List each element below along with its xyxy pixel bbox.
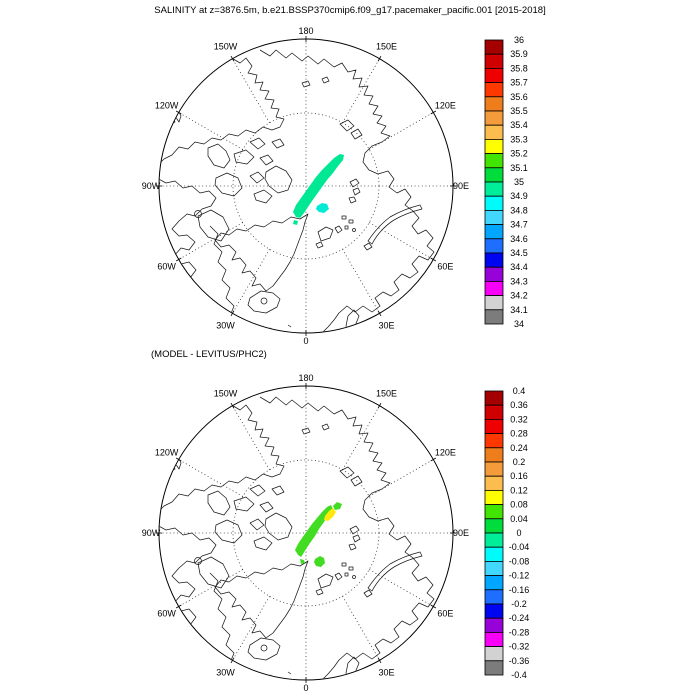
colorbar-tick-label: 35.3	[510, 134, 528, 145]
longitude-label: 0	[303, 336, 309, 346]
colorbar-cell	[485, 83, 503, 97]
longitude-tick	[431, 458, 436, 461]
longitude-tick	[378, 311, 381, 316]
colorbar-tick-label: 35.6	[510, 91, 528, 102]
colorbar-tick-label: 34.4	[510, 262, 528, 273]
longitude-tick	[378, 658, 381, 663]
colorbar-cell	[485, 632, 503, 646]
colorbar-tick-label: 0.32	[510, 414, 528, 425]
longitude-label: 150E	[375, 388, 398, 399]
colorbar-tick-label: 0.12	[510, 485, 528, 496]
colorbar-tick-label: 0.08	[510, 499, 528, 510]
colorbar-tick-label: 34.3	[510, 276, 528, 287]
colorbar-tick-label: -0.2	[511, 599, 527, 609]
colorbar-tick-label: 34.9	[510, 191, 528, 202]
colorbar-cell	[485, 239, 503, 253]
colorbar-tick-label: -0.12	[508, 570, 530, 581]
colorbar-cell	[485, 210, 503, 224]
colorbar-cell	[485, 561, 503, 575]
colorbar-cell	[485, 490, 503, 504]
colorbar-tick-label: 35.5	[510, 106, 528, 116]
colorbar-tick-label: 35.9	[510, 49, 528, 60]
longitude-label: 0	[303, 683, 309, 693]
colorbar-cell	[485, 267, 503, 281]
plot-title: SALINITY at z=3876.5m, b.e21.BSSP370cmip6.f09_g17.pacemaker_pacific.001 [2015-2018]	[154, 5, 546, 16]
colorbar-cell	[485, 139, 503, 153]
colorbar-cell	[485, 505, 503, 519]
longitude-label: 60E	[437, 261, 454, 272]
colorbar-cell	[485, 576, 503, 590]
colorbar	[485, 386, 529, 680]
longitude-label: 30E	[378, 667, 395, 678]
longitude-label: 120W	[154, 447, 179, 458]
colorbar-tick-label: 35.2	[510, 148, 528, 159]
colorbar-cell	[485, 281, 503, 295]
colorbar-cell	[485, 196, 503, 210]
graticule	[159, 39, 453, 333]
colorbar-cell	[485, 618, 503, 632]
longitude-label: 120E	[434, 447, 456, 458]
longitude-tick	[378, 403, 381, 408]
colorbar-cell	[485, 391, 503, 405]
colorbar-cell	[485, 111, 503, 125]
data-patch	[295, 505, 333, 557]
colorbar-tick-label: 0.4	[512, 386, 526, 396]
map-panel-salinity	[142, 26, 469, 346]
colorbar-cell	[485, 547, 503, 561]
colorbar-tick-label: 35.4	[510, 120, 528, 131]
colorbar-tick-label: 0.28	[510, 428, 528, 439]
colorbar-cell	[485, 419, 503, 433]
colorbar-tick-label: 35	[513, 177, 525, 187]
colorbar-cell	[485, 405, 503, 419]
longitude-label: 90W	[141, 528, 161, 538]
longitude-tick	[431, 605, 436, 608]
colorbar-tick-label: -0.24	[508, 613, 530, 624]
colorbar-tick-label: 34.8	[510, 205, 528, 216]
longitude-label: 60E	[437, 608, 454, 619]
longitude-tick	[176, 258, 181, 261]
colorbar-cell	[485, 253, 503, 267]
longitude-label: 90W	[141, 181, 161, 191]
coastlines	[154, 397, 434, 685]
colorbar-tick-label: -0.4	[511, 670, 527, 680]
colorbar-cell	[485, 40, 503, 54]
colorbar-cell	[485, 434, 503, 448]
data-patch	[316, 203, 329, 213]
colorbar-cell	[485, 296, 503, 310]
colorbar-tick-label: 34.5	[510, 248, 528, 258]
colorbar-cell	[485, 448, 503, 462]
longitude-label: 30W	[216, 667, 235, 678]
coastlines	[154, 50, 434, 338]
colorbar-cell	[485, 125, 503, 139]
longitude-tick	[378, 56, 381, 61]
colorbar-tick-label: 35.7	[510, 77, 528, 88]
longitude-label: 30W	[216, 320, 235, 331]
colorbar-tick-label: 34.1	[510, 304, 528, 315]
colorbar-cell	[485, 462, 503, 476]
colorbar-cell	[485, 225, 503, 239]
colorbar-cell	[485, 182, 503, 196]
colorbar-tick-label: 36	[513, 35, 525, 45]
longitude-tick	[431, 111, 436, 114]
colorbar-cell	[485, 661, 503, 675]
colorbar-tick-label: 0.16	[510, 471, 528, 482]
colorbar-cell	[485, 647, 503, 661]
colorbar	[485, 35, 528, 329]
colorbar-tick-label: 34.2	[510, 290, 528, 301]
map-panel-difference	[142, 373, 469, 693]
colorbar-tick-label: 34.7	[510, 219, 528, 230]
data-patch	[314, 556, 325, 567]
longitude-label: 150E	[375, 41, 398, 52]
colorbar-tick-label: -0.16	[508, 584, 530, 595]
longitude-label: 60W	[157, 608, 176, 619]
colorbar-cell	[485, 97, 503, 111]
colorbar-tick-label: -0.08	[508, 556, 530, 567]
colorbar-cell	[485, 476, 503, 490]
data-patch	[293, 220, 298, 225]
longitude-label: 180	[298, 26, 314, 36]
colorbar-tick-label: -0.28	[508, 627, 530, 638]
colorbar-tick-label: 34	[513, 319, 525, 329]
colorbar-tick-label: 35.8	[510, 63, 528, 74]
longitude-tick	[176, 605, 181, 608]
colorbar-tick-label: 0	[516, 528, 522, 538]
colorbar-tick-label: 0.36	[510, 400, 528, 411]
colorbar-cell	[485, 168, 503, 182]
longitude-label: 120E	[434, 100, 456, 111]
colorbar-tick-label: 0.24	[510, 442, 528, 453]
data-patch	[333, 502, 342, 510]
colorbar-cell	[485, 604, 503, 618]
colorbar-tick-label: 34.6	[510, 233, 528, 244]
colorbar-cell	[485, 310, 503, 324]
colorbar-tick-label: -0.04	[508, 542, 530, 553]
longitude-label: 150W	[213, 388, 238, 399]
longitude-label: 150W	[213, 41, 238, 52]
colorbar-cell	[485, 68, 503, 82]
longitude-label: 60W	[157, 261, 176, 272]
longitude-label: 90E	[452, 181, 470, 191]
colorbar-cell	[485, 533, 503, 547]
colorbar-tick-label: 0.04	[510, 513, 528, 524]
colorbar-cell	[485, 54, 503, 68]
colorbar-cell	[485, 519, 503, 533]
longitude-label: 30E	[378, 320, 395, 331]
colorbar-tick-label: 0.2	[512, 457, 526, 467]
longitude-tick	[176, 111, 181, 114]
longitude-label: 120W	[154, 100, 179, 111]
colorbar-tick-label: -0.32	[508, 641, 530, 652]
difference-panel-label: (MODEL - LEVITUS/PHC2)	[151, 349, 267, 360]
longitude-tick	[176, 458, 181, 461]
colorbar-cell	[485, 590, 503, 604]
colorbar-tick-label: -0.36	[508, 655, 530, 666]
colorbar-cell	[485, 154, 503, 168]
longitude-label: 180	[298, 373, 314, 383]
longitude-label: 90E	[452, 528, 470, 538]
colorbar-tick-label: 35.1	[510, 162, 528, 173]
longitude-tick	[431, 258, 436, 261]
